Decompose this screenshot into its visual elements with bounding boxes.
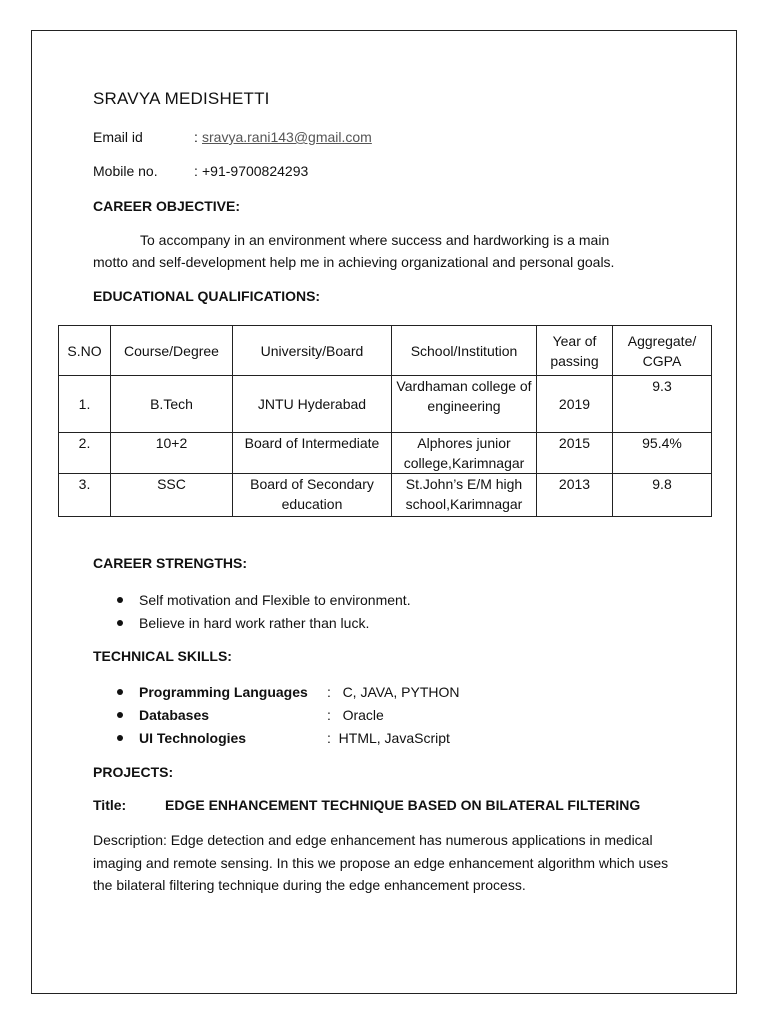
table-cell: B.Tech: [111, 376, 233, 433]
career-objective-line-2: motto and self-development help me in achieving organizational and personal goals.: [93, 254, 615, 270]
project-title-label: Title:: [93, 797, 127, 813]
career-strengths-list: [117, 590, 411, 636]
bullet-icon: [117, 597, 123, 603]
bullet-icon: [117, 689, 123, 695]
list-item: Believe in hard work rather than luck.: [117, 613, 411, 636]
project-description: Description: Edge detection and edge enhancement has numerous applications in medical imaging and remote sensing. In this we propose an edge enhancement algorithm which uses the bilateral filtering technique during the edge enhancement process.: [93, 832, 669, 893]
career-objective-line-1: To accompany in an environment where success and hardworking is a main: [140, 232, 610, 248]
table-cell: 3.: [59, 474, 111, 517]
table-header-cell: University/Board: [233, 326, 392, 376]
table-cell: Board of Intermediate: [233, 433, 392, 474]
projects-heading: PROJECTS:: [93, 764, 174, 780]
list-item: UI Technologies : HTML, JavaScript: [117, 728, 460, 751]
table-cell: JNTU Hyderabad: [233, 376, 392, 433]
career-strengths-heading: CAREER STRENGTHS:: [93, 555, 248, 571]
email-label: Email id: [93, 129, 143, 145]
career-objective-heading: CAREER OBJECTIVE:: [93, 198, 241, 214]
technical-skills-list: [117, 682, 460, 751]
table-cell: Vardhaman college of engineering: [392, 376, 537, 433]
table-cell: 9.3: [613, 376, 712, 433]
table-cell: 95.4%: [613, 433, 712, 474]
table-cell: Board of Secondary education: [233, 474, 392, 517]
mobile-label: Mobile no.: [93, 163, 158, 179]
bullet-icon: [117, 712, 123, 718]
bullet-icon: [117, 735, 123, 741]
table-cell: 1.: [59, 376, 111, 433]
table-cell: SSC: [111, 474, 233, 517]
list-item: Databases : Oracle: [117, 705, 460, 728]
table-cell: 10+2: [111, 433, 233, 474]
table-cell: Alphores junior college,Karimnagar: [392, 433, 537, 474]
mobile-separator: :: [194, 163, 198, 179]
technical-skills-heading: TECHNICAL SKILLS:: [93, 648, 232, 664]
education-table: [58, 325, 712, 517]
table-header-cell: S.NO: [59, 326, 111, 376]
table-cell: 2019: [537, 376, 613, 433]
table-header-cell: Aggregate/ CGPA: [613, 326, 712, 376]
table-cell: St.John’s E/M high school,Karimnagar: [392, 474, 537, 517]
project-title: EDGE ENHANCEMENT TECHNIQUE BASED ON BILATERAL FILTERING: [165, 797, 641, 813]
table-header-cell: Year of passing: [537, 326, 613, 376]
table-cell: 2013: [537, 474, 613, 517]
candidate-name: SRAVYA MEDISHETTI: [93, 89, 270, 108]
email-separator: :: [194, 129, 198, 145]
table-row: [59, 433, 712, 474]
table-row: [59, 474, 712, 517]
table-header-cell: School/Institution: [392, 326, 537, 376]
email-link[interactable]: sravya.rani143@gmail.com: [202, 129, 372, 145]
table-header-row: [59, 326, 712, 376]
table-cell: 2.: [59, 433, 111, 474]
table-header-cell: Course/Degree: [111, 326, 233, 376]
mobile-number: +91-9700824293: [202, 163, 309, 179]
table-cell: 2015: [537, 433, 613, 474]
list-item: Self motivation and Flexible to environment.: [117, 590, 411, 613]
list-item: Programming Languages : C, JAVA, PYTHON: [117, 682, 460, 705]
education-heading: EDUCATIONAL QUALIFICATIONS:: [93, 288, 321, 304]
table-row: [59, 376, 712, 433]
table-cell: 9.8: [613, 474, 712, 517]
bullet-icon: [117, 620, 123, 626]
